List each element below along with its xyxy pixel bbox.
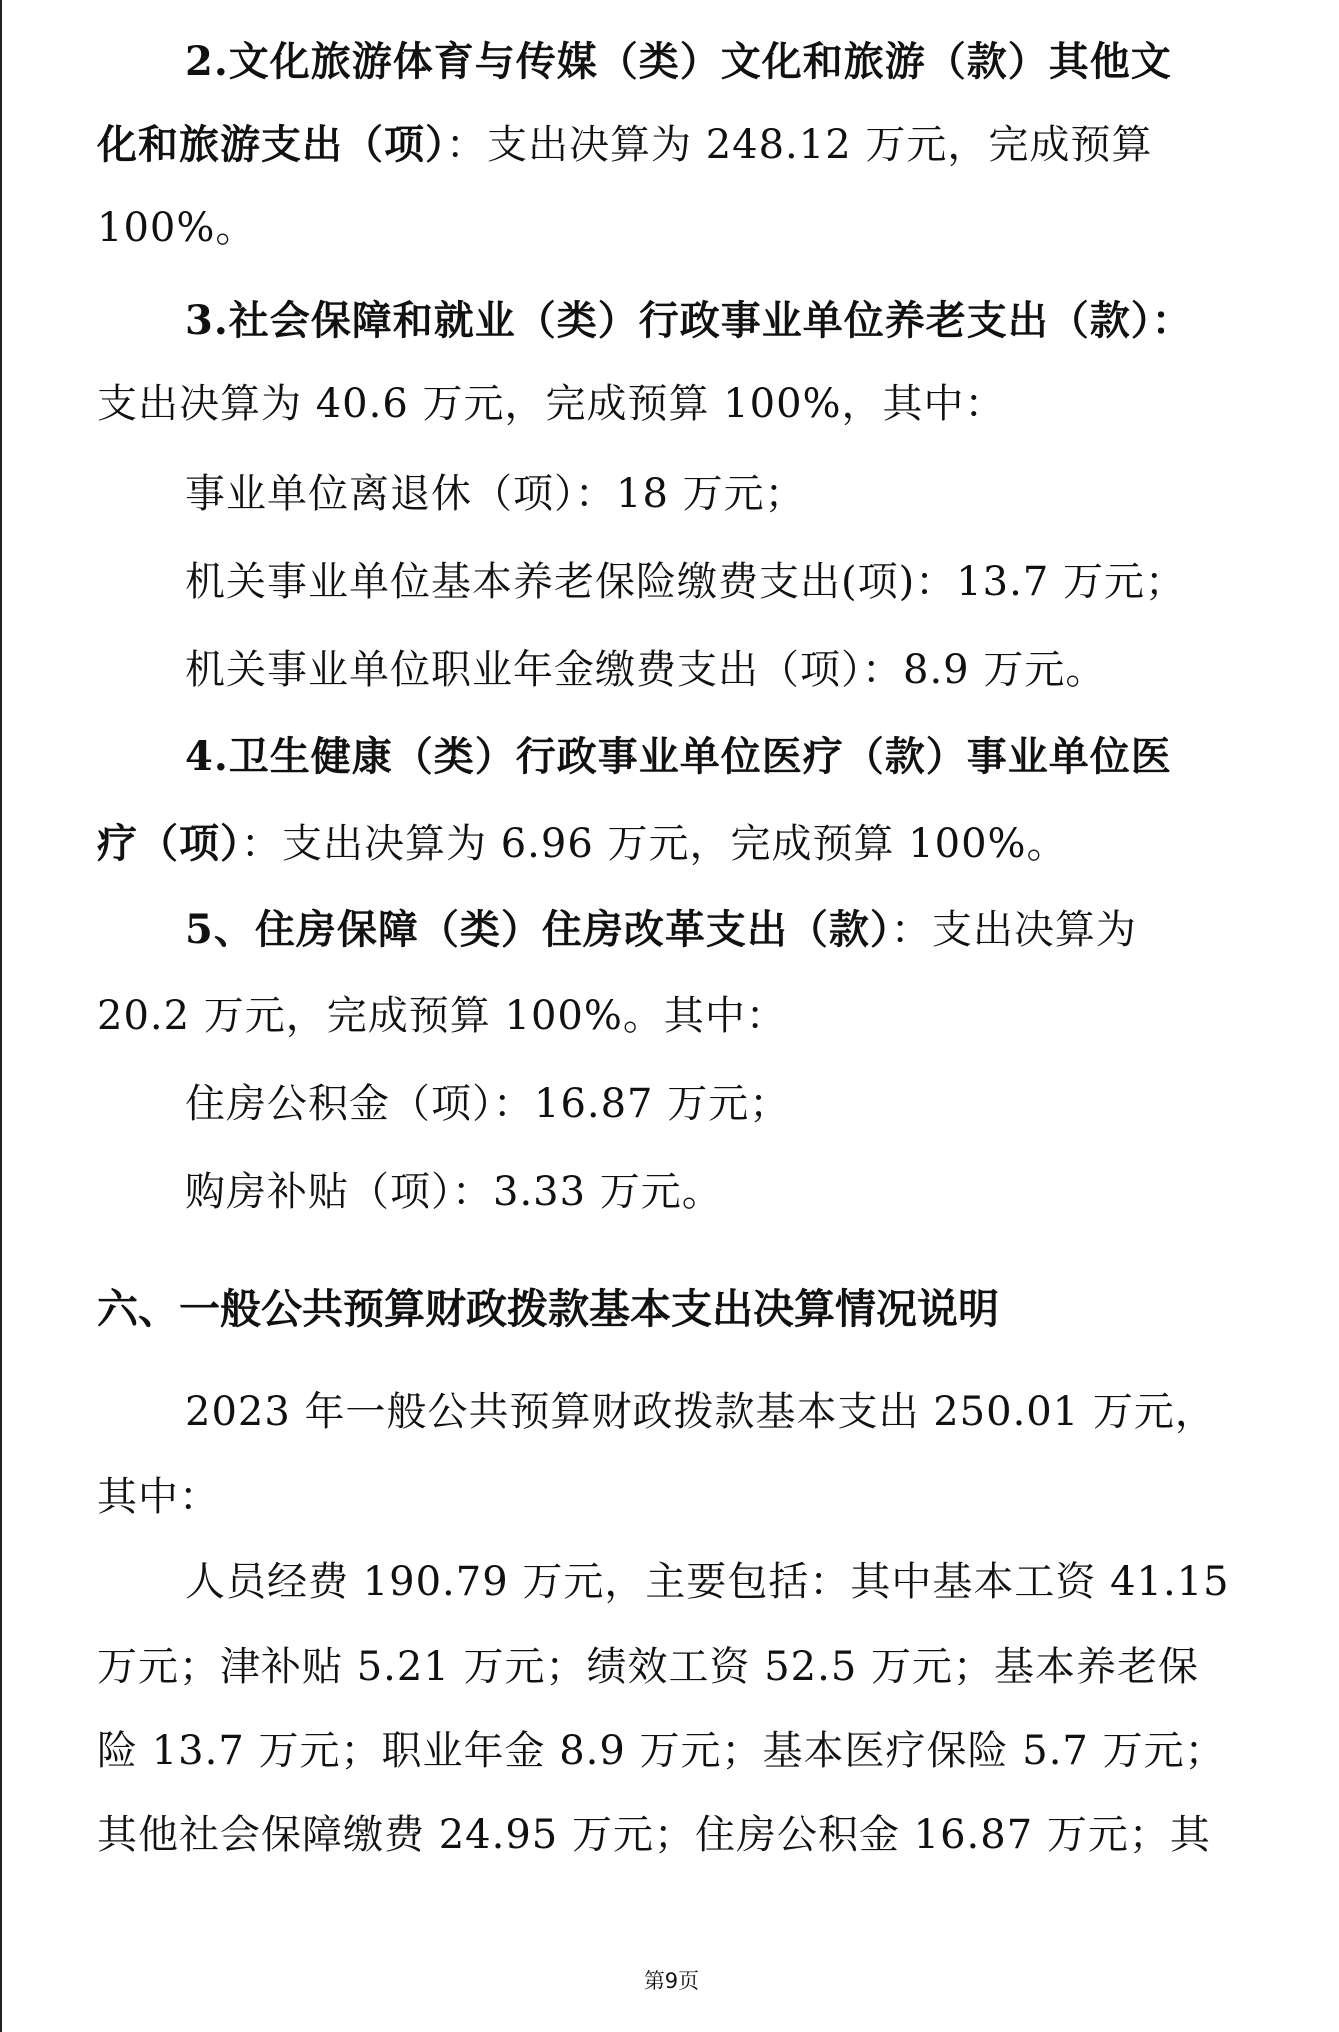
- section6-p2-line4: 其他社会保障缴费 24.95 万元；住房公积金 16.87 万元；其: [97, 1812, 1211, 1858]
- section6-p2-line1: 人员经费 190.79 万元，主要包括：其中基本工资 41.15: [185, 1559, 1230, 1605]
- item2-title-line1: 2.文化旅游体育与传媒（类）文化和旅游（款）其他文: [185, 38, 1172, 85]
- item4-text-line2: ：支出决算为 6.96 万元，完成预算 100%。: [241, 821, 1068, 867]
- item5-text-line2: 20.2 万元，完成预算 100%。其中：: [97, 993, 787, 1039]
- item5-text-line1: ：支出决算为: [890, 907, 1137, 953]
- item2-line2: [97, 121, 1152, 169]
- section6-heading: 六、一般公共预算财政拨款基本支出决算情况说明: [97, 1285, 999, 1333]
- section6-p1-line2: 其中：: [97, 1474, 220, 1520]
- item5-sub2: 购房补贴（项）：3.33 万元。: [185, 1169, 723, 1215]
- item5-sub1: 住房公积金（项）：16.87 万元；: [185, 1081, 791, 1127]
- item3-title: 3.社会保障和就业（类）行政事业单位养老支出（款）：: [185, 297, 1193, 344]
- section6-p2-line3: 险 13.7 万元；职业年金 8.9 万元；基本医疗保险 5.7 万元；: [97, 1728, 1226, 1774]
- item2-title-line2: 化和旅游支出（项）: [97, 121, 446, 168]
- item3-sub3: 机关事业单位职业年金缴费支出（项）：8.9 万元。: [185, 647, 1107, 693]
- section6-p2-line2: 万元；津补贴 5.21 万元；绩效工资 52.5 万元；基本养老保: [97, 1644, 1199, 1690]
- page-number: 第9页: [643, 1969, 700, 1993]
- item4-title-line1: 4.卫生健康（类）行政事业单位医疗（款）事业单位医: [185, 733, 1172, 780]
- item2-text-line3: 100%。: [97, 205, 257, 251]
- item3-text: 支出决算为 40.6 万元，完成预算 100%，其中：: [97, 381, 1006, 427]
- item4-line2: [97, 820, 1068, 868]
- item4-title-line2: 疗（项）: [97, 820, 241, 867]
- item3-sub2: 机关事业单位基本养老保险缴费支出(项)：13.7 万元；: [185, 559, 1186, 605]
- item5-line1: [185, 906, 1137, 954]
- item2-text-line2: ：支出决算为 248.12 万元，完成预算: [446, 122, 1153, 168]
- item5-title: 5、住房保障（类）住房改革支出（款）: [185, 906, 891, 953]
- section6-p1-line1: 2023 年一般公共预算财政拨款基本支出 250.01 万元，: [185, 1389, 1216, 1435]
- item3-sub1: 事业单位离退休（项）：18 万元；: [185, 471, 806, 517]
